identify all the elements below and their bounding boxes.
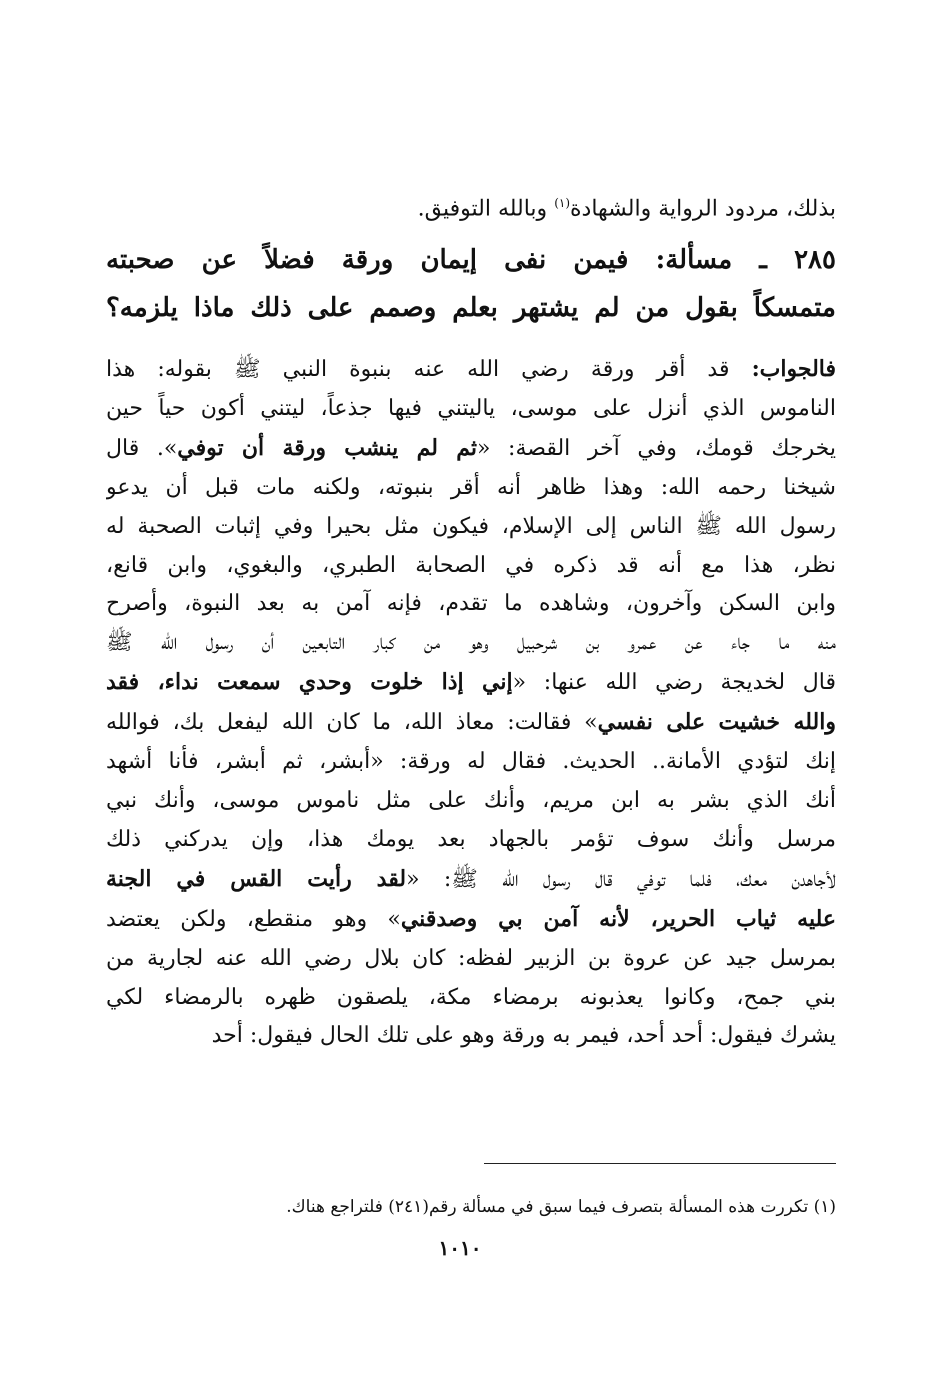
- question-heading: [106, 236, 836, 332]
- bold-text-segment: إني إذا خلوت وحدي سمعت نداء، فقد: [106, 669, 513, 696]
- text-segment: منه ما جاء عن عمرو بن شرحبيل وهو من كبار التابعين أن رسول الله ﷺ: [106, 630, 836, 656]
- question-line-1: ٢٨٥ ـ مسألة: فيمن نفى إيمان ورقة فضلاً عن صحبته: [106, 245, 836, 275]
- answer-line: [106, 860, 836, 900]
- bold-text-segment: عليه ثياب الحرير، لأنه آمن بي وصدقني: [400, 905, 836, 932]
- text-segment: أنك الذي بشر به ابن مريم، وأنك على مثل ناموس موسى، وأنك نبي: [106, 787, 836, 813]
- question-line-2: متمسكاً بقول من لم يشتهر بعلم وصمم على ذلك ماذا يلزمه؟: [106, 293, 836, 323]
- page-number: ١٠١٠: [438, 1236, 482, 1260]
- text-segment: شيخنا رحمه الله: وهذا ظاهر أنه أقر بنبوته، ولكنه مات قبل أن يدعو: [106, 474, 836, 500]
- answer-line: [106, 350, 836, 390]
- answer-line: [106, 743, 836, 782]
- text-segment: إنك لتؤدي الأمانة.. الحديث. فقال له ورقة: «أبشر، ثم أبشر، فأنا أشهد: [106, 749, 836, 775]
- text-segment: يخرجك قومك، وفي آخر القصة: «: [476, 435, 836, 461]
- bold-text-segment: فالجواب:: [751, 356, 836, 382]
- bold-text-segment: ثم لم ينشب ورقة أن توفي: [177, 434, 477, 461]
- opening-line: [106, 184, 836, 229]
- text-segment: نظر، هذا مع أنه قد ذكره في الصحابة الطبري، والبغوي، وابن قانع،: [106, 552, 836, 578]
- answer-paragraph: [106, 350, 836, 1056]
- text-segment: » فقالت: معاذ الله، ما كان الله ليفعل بك، فوالله: [106, 710, 598, 736]
- opening-text: بذلك، مردود الرواية والشهادة: [570, 196, 836, 222]
- text-segment: بمرسل جيد عن عروة بن الزبير لفظه: كان بلال رضي الله عنه لجارية من: [106, 945, 836, 971]
- answer-line: [106, 900, 836, 940]
- answer-line: [106, 390, 836, 429]
- opening-closing-text: وبالله التوفيق.: [417, 196, 555, 222]
- answer-line: [106, 703, 836, 743]
- text-segment: قد أقر ورقة رضي الله عنه بنبوة النبي ﷺ بقوله: هذا: [106, 357, 752, 382]
- answer-line: [106, 508, 836, 547]
- footnote: (١) تكررت هذه المسألة بتصرف فيما سبق في مسألة رقم(٢٤١) فلتراجع هناك.: [286, 1197, 836, 1217]
- answer-line: [106, 585, 836, 624]
- text-segment: رسول الله ﷺ الناس إلى الإسلام، فيكون مثل بحيرا وفي إثبات الصحبة له: [106, 513, 836, 539]
- text-segment: الناموس الذي أنزل على موسى، ياليتني فيها جذعاً، ليتني أكون حياً حين: [106, 395, 836, 421]
- bold-text-segment: لقد رأيت القس في الجنة: [106, 865, 407, 892]
- answer-line: [106, 624, 836, 663]
- answer-line: [106, 663, 836, 703]
- text-segment: » وهو منقطع، ولكن يعتضد: [106, 906, 401, 932]
- answer-line: [106, 979, 836, 1018]
- text-segment: وابن السكن وآخرون، وشاهده ما تقدم، فإنه آمن به بعد النبوة، وأصرح: [106, 591, 836, 617]
- answer-line: [106, 782, 836, 821]
- bold-text-segment: والله خشيت على نفسي: [597, 709, 836, 736]
- answer-line: [106, 940, 836, 979]
- text-segment: بني جمح، وكانوا يعذبونه برمضاء مكة، يلصقون ظهره بالرمضاء لكي: [106, 984, 836, 1010]
- answer-line: [106, 429, 836, 469]
- text-segment: قال لخديجة رضي الله عنها: «: [512, 670, 836, 696]
- text-segment: ». قال: [106, 435, 178, 461]
- text-segment: لأجاهدن معك، فلما توفي قال رسول الله ﷺ: «: [406, 866, 836, 892]
- answer-line: [106, 469, 836, 508]
- text-segment: يشرك فيقول: أحد أحد، فيمر به ورقة وهو على تلك الحال فيقول: أحد: [211, 1023, 836, 1049]
- footnote-separator: [484, 1163, 836, 1164]
- answer-line: [106, 547, 836, 586]
- footnote-ref[interactable]: (١): [554, 196, 571, 210]
- answer-line: [106, 821, 836, 860]
- answer-line: [106, 1017, 836, 1056]
- text-segment: مرسل وأنك سوف تؤمر بالجهاد بعد يومك هذا، وإن يدركني ذلك: [106, 826, 836, 852]
